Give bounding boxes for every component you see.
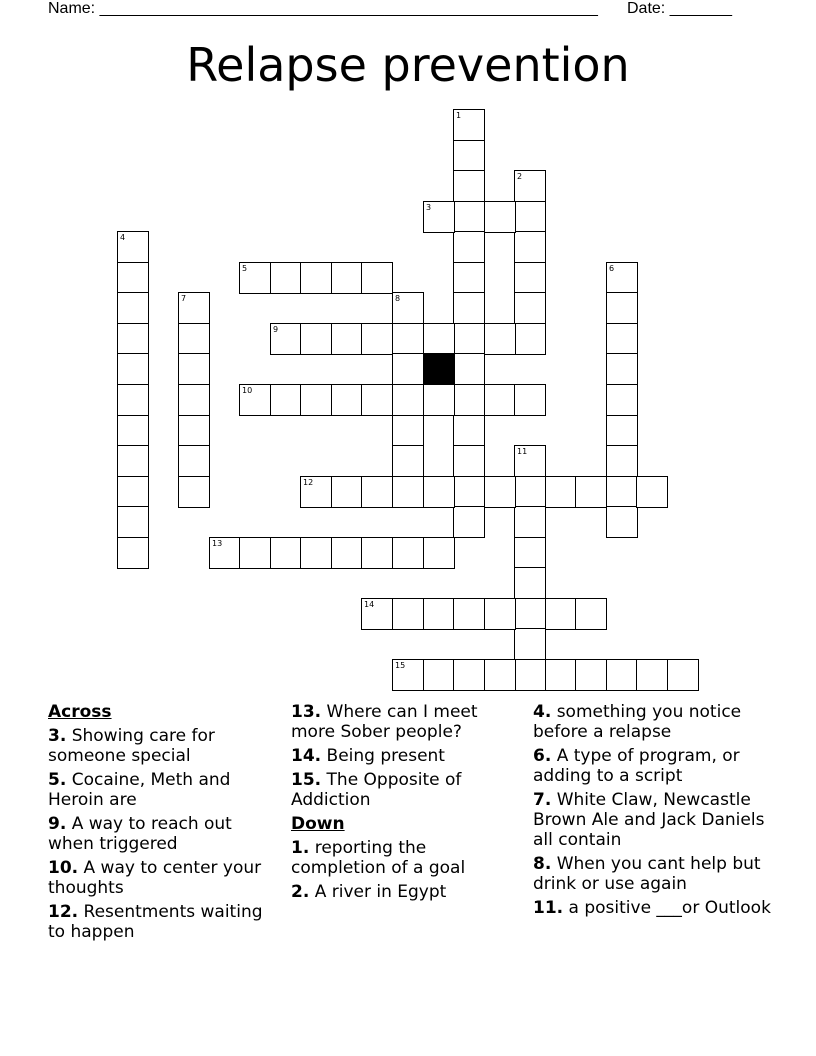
grid-cell[interactable]: [606, 262, 638, 294]
grid-cell[interactable]: [606, 292, 638, 324]
clue-item: [291, 702, 521, 742]
clue-number: 12: [303, 478, 314, 487]
grid-cell[interactable]: [392, 598, 424, 630]
grid-cell[interactable]: [209, 537, 241, 569]
grid-cell[interactable]: [453, 445, 485, 477]
grid-cell[interactable]: [300, 262, 332, 294]
grid-cell[interactable]: [606, 476, 638, 508]
grid-cell[interactable]: [484, 384, 516, 416]
grid-cell[interactable]: [117, 506, 149, 538]
clue-item-text: Cocaine, Meth and Heroin are: [48, 770, 231, 810]
grid-cell[interactable]: [423, 476, 455, 508]
grid-cell[interactable]: [392, 537, 424, 569]
grid-cell[interactable]: [484, 598, 516, 630]
grid-cell[interactable]: [453, 476, 485, 508]
grid-cell[interactable]: [453, 506, 485, 538]
grid-cell[interactable]: [606, 659, 638, 691]
grid-cell[interactable]: [423, 384, 455, 416]
grid-cell[interactable]: [423, 598, 455, 630]
clue-item-text: Showing care for someone special: [48, 726, 215, 766]
grid-cell[interactable]: [239, 262, 271, 294]
grid-cell[interactable]: [361, 384, 393, 416]
grid-cell[interactable]: [667, 659, 699, 691]
clue-item-number: 9.: [48, 814, 67, 834]
clue-number: 9: [273, 325, 279, 334]
clue-number: 7: [181, 294, 187, 303]
grid-cell[interactable]: [117, 292, 149, 324]
clue-item: [48, 770, 278, 810]
clue-item-number: 1.: [291, 838, 310, 858]
grid-cell[interactable]: [331, 323, 363, 355]
clue-item-number: 5.: [48, 770, 67, 790]
grid-cell[interactable]: [484, 476, 516, 508]
grid-cell[interactable]: [484, 201, 516, 233]
clue-item-text: A river in Egypt: [309, 882, 447, 902]
grid-cell[interactable]: [453, 201, 485, 233]
grid-cell[interactable]: [300, 323, 332, 355]
clue-item-number: 11.: [533, 898, 564, 918]
grid-cell[interactable]: [361, 537, 393, 569]
down-clue-list-continued: [533, 702, 773, 918]
clue-number: 1: [456, 111, 462, 120]
grid-cell[interactable]: [117, 323, 149, 355]
grid-cell[interactable]: [361, 598, 393, 630]
grid-cell[interactable]: [484, 323, 516, 355]
clue-number: 14: [364, 600, 375, 609]
clue-item-number: 12.: [48, 902, 79, 922]
grid-cell[interactable]: [514, 201, 546, 233]
across-clue-list: [48, 726, 278, 942]
clue-item-number: 3.: [48, 726, 67, 746]
grid-cell[interactable]: [453, 292, 485, 324]
grid-cell[interactable]: [514, 476, 546, 508]
grid-cell[interactable]: [514, 323, 546, 355]
grid-cell[interactable]: [392, 476, 424, 508]
grid-cell[interactable]: [239, 537, 271, 569]
grid-cell[interactable]: [514, 537, 546, 569]
grid-cell[interactable]: [606, 384, 638, 416]
grid-cell[interactable]: [453, 384, 485, 416]
grid-cell[interactable]: [514, 659, 546, 691]
grid-cell[interactable]: [392, 292, 424, 324]
grid-cell[interactable]: [514, 567, 546, 599]
clue-number: 2: [517, 172, 523, 181]
grid-cell[interactable]: [636, 476, 668, 508]
clue-number: 11: [517, 447, 528, 456]
clue-item-number: 2.: [291, 882, 310, 902]
clue-number: 5: [242, 264, 248, 273]
clue-item-number: 14.: [291, 746, 322, 766]
grid-cell[interactable]: [575, 659, 607, 691]
clue-item-text: A way to reach out when triggered: [48, 814, 232, 854]
grid-cell[interactable]: [606, 323, 638, 355]
clue-column-3: [533, 702, 773, 922]
clue-item-number: 13.: [291, 702, 322, 722]
grid-cell[interactable]: [270, 323, 302, 355]
clue-column-2: [291, 702, 521, 906]
clue-item: [48, 858, 278, 898]
grid-cell[interactable]: [117, 415, 149, 447]
grid-cell[interactable]: [484, 659, 516, 691]
clue-item-text: something you notice before a relapse: [533, 702, 742, 742]
grid-cell[interactable]: [545, 659, 577, 691]
grid-cell[interactable]: [117, 262, 149, 294]
grid-cell[interactable]: [239, 384, 271, 416]
grid-cell[interactable]: [453, 598, 485, 630]
clue-number: 4: [120, 233, 126, 242]
clue-item: [533, 702, 773, 742]
grid-cell[interactable]: [300, 476, 332, 508]
grid-cell[interactable]: [453, 323, 485, 355]
grid-cell[interactable]: [178, 476, 210, 508]
grid-cell[interactable]: [270, 384, 302, 416]
clue-column-1: [48, 702, 278, 946]
clue-item-text: Resentments waiting to happen: [48, 902, 263, 942]
grid-cell[interactable]: [575, 476, 607, 508]
grid-cell[interactable]: [453, 415, 485, 447]
grid-cell[interactable]: [361, 262, 393, 294]
grid-cell[interactable]: [453, 109, 485, 141]
grid-cell[interactable]: [423, 537, 455, 569]
grid-cell[interactable]: [453, 140, 485, 172]
clue-number: 3: [426, 203, 432, 212]
grid-cell[interactable]: [331, 476, 363, 508]
grid-cell[interactable]: [392, 384, 424, 416]
grid-cell[interactable]: [606, 353, 638, 385]
grid-cell[interactable]: [545, 598, 577, 630]
grid-cell[interactable]: [636, 659, 668, 691]
grid-cell[interactable]: [514, 598, 546, 630]
grid-cell[interactable]: [514, 231, 546, 263]
grid-cell[interactable]: [178, 323, 210, 355]
clue-item-text: Being present: [321, 746, 445, 766]
clue-item-number: 8.: [533, 854, 552, 874]
clue-item-number: 15.: [291, 770, 322, 790]
grid-cell[interactable]: [514, 445, 546, 477]
grid-cell[interactable]: [453, 262, 485, 294]
grid-cell[interactable]: [514, 292, 546, 324]
grid-cell[interactable]: [331, 384, 363, 416]
grid-cell[interactable]: [606, 506, 638, 538]
grid-cell[interactable]: [514, 384, 546, 416]
grid-cell[interactable]: [575, 598, 607, 630]
clue-item: [533, 790, 773, 850]
grid-cell[interactable]: [453, 170, 485, 202]
grid-cell[interactable]: [117, 353, 149, 385]
clue-item-number: 7.: [533, 790, 552, 810]
grid-cell[interactable]: [361, 476, 393, 508]
clue-item-text: A way to center your thoughts: [48, 858, 262, 898]
grid-cell[interactable]: [514, 262, 546, 294]
grid-cell[interactable]: [300, 537, 332, 569]
clue-item-text: A type of program, or adding to a script: [533, 746, 740, 786]
clue-item: [291, 770, 521, 810]
name-field-label: Name: ________________________________________________________: [48, 0, 598, 17]
clue-number: 8: [395, 294, 401, 303]
grid-cell[interactable]: [331, 537, 363, 569]
clue-item-text: The Opposite of Addiction: [291, 770, 462, 810]
grid-cell[interactable]: [423, 323, 455, 355]
grid-cell[interactable]: [423, 659, 455, 691]
grid-cell[interactable]: [606, 445, 638, 477]
grid-cell[interactable]: [178, 415, 210, 447]
clue-item-number: 6.: [533, 746, 552, 766]
grid-cell[interactable]: [300, 384, 332, 416]
clue-item: [533, 898, 773, 918]
clue-item-text: reporting the completion of a goal: [291, 838, 466, 878]
grid-cell[interactable]: [392, 323, 424, 355]
grid-cell[interactable]: [178, 445, 210, 477]
across-heading: Across: [48, 702, 112, 722]
grid-cell[interactable]: [392, 445, 424, 477]
grid-cell[interactable]: [514, 506, 546, 538]
clue-item-number: 10.: [48, 858, 79, 878]
grid-cell[interactable]: [178, 353, 210, 385]
clue-item-text: Where can I meet more Sober people?: [291, 702, 478, 742]
grid-cell[interactable]: [606, 415, 638, 447]
page-title: Relapse prevention: [186, 38, 630, 92]
grid-cell[interactable]: [392, 659, 424, 691]
grid-cell[interactable]: [117, 384, 149, 416]
grid-cell[interactable]: [117, 537, 149, 569]
grid-cell[interactable]: [392, 415, 424, 447]
grid-cell[interactable]: [117, 231, 149, 263]
clue-item: [291, 838, 521, 878]
grid-cell[interactable]: [453, 353, 485, 385]
clue-item: [533, 854, 773, 894]
grid-cell[interactable]: [514, 170, 546, 202]
clue-item-text: a positive ___or Outlook: [563, 898, 771, 918]
grid-cell[interactable]: [453, 231, 485, 263]
grid-cell[interactable]: [423, 201, 455, 233]
clue-item-text: When you cant help but drink or use again: [533, 854, 761, 894]
grid-cell[interactable]: [514, 628, 546, 660]
clue-number: 13: [212, 539, 223, 548]
grid-cell[interactable]: [392, 353, 424, 385]
clue-item-number: 4.: [533, 702, 552, 722]
down-clue-list: [291, 838, 521, 902]
grid-cell[interactable]: [545, 476, 577, 508]
clue-item: [291, 882, 521, 902]
clue-number: 15: [395, 661, 406, 670]
blocked-cell: [423, 353, 455, 385]
grid-cell[interactable]: [117, 476, 149, 508]
grid-cell[interactable]: [361, 323, 393, 355]
grid-cell[interactable]: [117, 445, 149, 477]
clue-item: [291, 746, 521, 766]
clue-item: [533, 746, 773, 786]
grid-cell[interactable]: [178, 292, 210, 324]
date-field-label: Date: _______: [627, 0, 732, 17]
across-clue-list-continued: [291, 702, 521, 810]
clue-item: [48, 726, 278, 766]
grid-cell[interactable]: [270, 262, 302, 294]
clue-item-text: White Claw, Newcastle Brown Ale and Jack Daniels all contain: [533, 790, 765, 850]
grid-cell[interactable]: [178, 384, 210, 416]
grid-cell[interactable]: [270, 537, 302, 569]
clue-number: 10: [242, 386, 253, 395]
clue-item: [48, 902, 278, 942]
clue-item: [48, 814, 278, 854]
down-heading: Down: [291, 814, 345, 834]
grid-cell[interactable]: [331, 262, 363, 294]
clue-number: 6: [609, 264, 615, 273]
grid-cell[interactable]: [453, 659, 485, 691]
